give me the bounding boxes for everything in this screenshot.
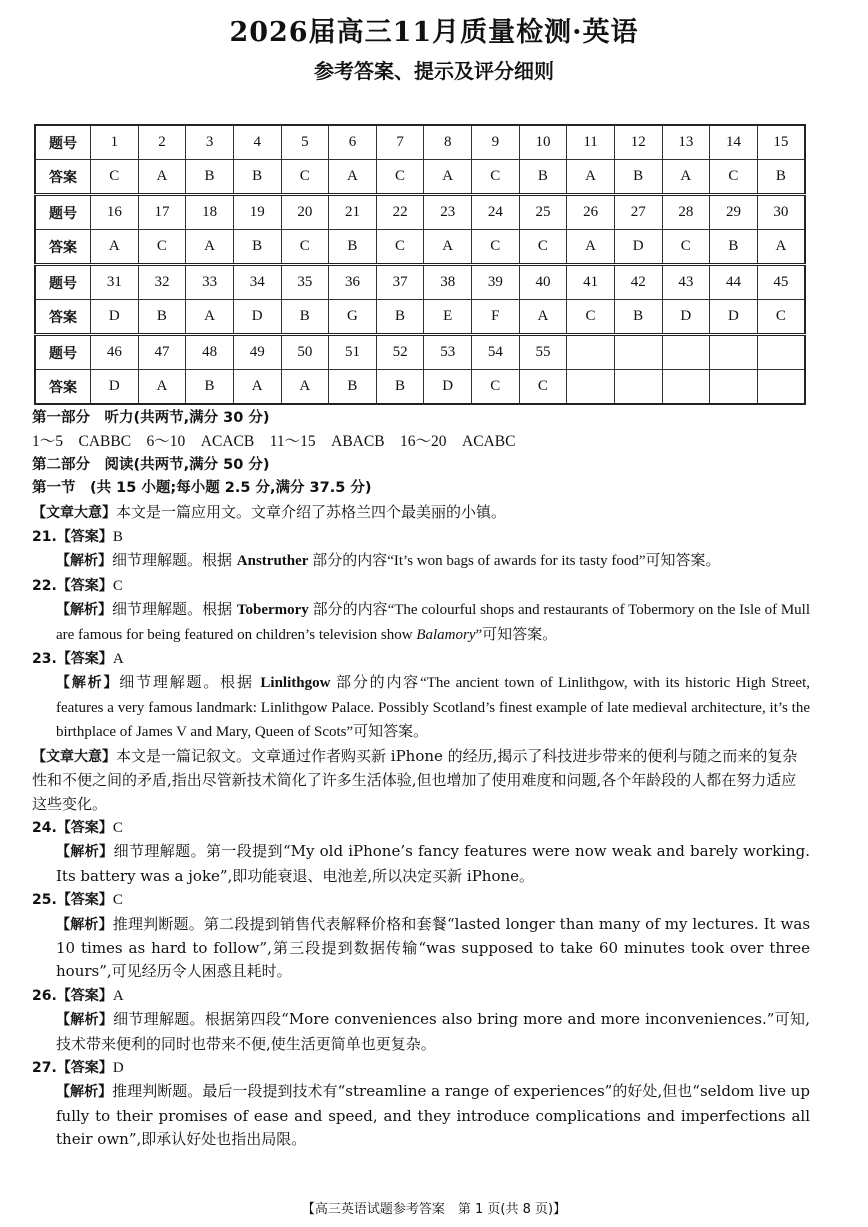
question-number: 5	[281, 125, 329, 160]
answer-letter: E	[424, 300, 472, 335]
question-number: 15	[757, 125, 805, 160]
question-number: 53	[424, 335, 472, 370]
question-number: 40	[519, 265, 567, 300]
answer-letter: A	[329, 160, 377, 195]
answer-letter: A	[281, 370, 329, 405]
answer-letter: A	[757, 230, 805, 265]
answer-row	[35, 230, 805, 265]
question-number: 39	[472, 265, 520, 300]
answer-letter: A	[138, 160, 186, 195]
question-number	[757, 335, 805, 370]
answer-letter: A	[91, 230, 139, 265]
question-number: 16	[91, 195, 139, 230]
question-number: 44	[710, 265, 758, 300]
answer-letter: A	[662, 160, 710, 195]
question-number: 12	[614, 125, 662, 160]
answer-letter: A	[424, 230, 472, 265]
answer-letter: D	[233, 300, 281, 335]
section1-heading: 第一节 (共 15 小题;每小题 2.5 分,满分 37.5 分)	[32, 480, 372, 497]
explanations	[32, 407, 810, 1152]
answer-letter: C	[281, 160, 329, 195]
answer-letter: D	[662, 300, 710, 335]
question-number: 54	[472, 335, 520, 370]
question-number: 32	[138, 265, 186, 300]
answer-row-label: 答案	[35, 370, 91, 405]
q21-analysis: 【解析】细节理解题。根据 Anstruther 部分的内容“It’s won bags of awards for its tasty food”可知答案。	[56, 551, 721, 570]
answer-letter: F	[472, 300, 520, 335]
question-number: 42	[614, 265, 662, 300]
question-number: 25	[519, 195, 567, 230]
question-number: 29	[710, 195, 758, 230]
question-number: 19	[233, 195, 281, 230]
answer-letter: C	[472, 230, 520, 265]
answer-letter: B	[376, 370, 424, 405]
answer-row-label: 答案	[35, 160, 91, 195]
answer-letter: A	[424, 160, 472, 195]
question-number: 23	[424, 195, 472, 230]
answer-letter: G	[329, 300, 377, 335]
question-number: 20	[281, 195, 329, 230]
question-number: 14	[710, 125, 758, 160]
q26-analysis: 【解析】细节理解题。根据第四段“More conveniences also bring more and more inconveniences.”可知,技术带来便利的同时也带来不便,使生活更简单也更复杂。	[56, 1010, 810, 1053]
answer-letter: B	[281, 300, 329, 335]
question-row-label: 题号	[35, 335, 91, 370]
q26-answer: 26.【答案】A	[32, 987, 124, 1004]
answer-letter: D	[424, 370, 472, 405]
question-number: 33	[186, 265, 234, 300]
question-number: 24	[472, 195, 520, 230]
answer-letter: A	[186, 230, 234, 265]
passage-b-summary: 【文章大意】本文是一篇记叙文。文章通过作者购买新 iPhone 的经历,揭示了科技进步带来的便利与随之而来的复杂性和不便之间的矛盾,指出尽管新技术简化了许多生活体验,但也增加了使用难度和问题,各个年龄段的人都在努力适应这些变化。	[32, 746, 798, 813]
question-number: 48	[186, 335, 234, 370]
answer-row-label: 答案	[35, 230, 91, 265]
answer-letter: C	[662, 230, 710, 265]
answer-letter	[757, 370, 805, 405]
q23-answer: 23.【答案】A	[32, 651, 124, 668]
q25-answer: 25.【答案】C	[32, 892, 123, 909]
question-number: 21	[329, 195, 377, 230]
answer-letter: A	[138, 370, 186, 405]
question-row	[35, 125, 805, 160]
answer-letter: B	[186, 160, 234, 195]
answer-letter: C	[472, 370, 520, 405]
answer-letter: A	[186, 300, 234, 335]
answer-letter: B	[757, 160, 805, 195]
answer-letter: A	[233, 370, 281, 405]
question-number	[710, 335, 758, 370]
page-footer: 【高三英语试题参考答案 第 1 页(共 8 页)】	[301, 1202, 567, 1217]
answer-letter: C	[138, 230, 186, 265]
answer-letter: B	[329, 370, 377, 405]
question-number: 45	[757, 265, 805, 300]
question-number: 55	[519, 335, 567, 370]
question-number: 28	[662, 195, 710, 230]
question-row-label: 题号	[35, 195, 91, 230]
q25-analysis: 【解析】推理判断题。第二段提到销售代表解释价格和套餐“lasted longer than many of my lectures. It was 10 times as hard to follow”,第三段提到数据传输“was supposed to take 60 minutes took over three hours”,可见经历令人困惑且耗时。	[56, 914, 811, 981]
answer-letter: C	[376, 160, 424, 195]
q22-answer: 22.【答案】C	[32, 577, 123, 594]
question-number: 2	[138, 125, 186, 160]
question-number: 6	[329, 125, 377, 160]
question-number: 51	[329, 335, 377, 370]
answer-row-label: 答案	[35, 300, 91, 335]
answer-letter: C	[281, 230, 329, 265]
question-number: 41	[567, 265, 615, 300]
answer-letter: C	[91, 160, 139, 195]
question-number: 7	[376, 125, 424, 160]
question-row	[35, 335, 805, 370]
question-row-label: 题号	[35, 265, 91, 300]
question-number	[614, 335, 662, 370]
answer-letter: D	[91, 300, 139, 335]
question-number: 35	[281, 265, 329, 300]
question-row-label: 题号	[35, 125, 91, 160]
answer-letter: C	[376, 230, 424, 265]
question-number: 37	[376, 265, 424, 300]
question-row	[35, 265, 805, 300]
answer-letter: C	[710, 160, 758, 195]
question-number: 31	[91, 265, 139, 300]
question-number: 52	[376, 335, 424, 370]
answer-letter: C	[519, 230, 567, 265]
answer-letter: B	[329, 230, 377, 265]
question-number: 11	[567, 125, 615, 160]
question-row	[35, 195, 805, 230]
answer-row	[35, 160, 805, 195]
answer-letter: B	[519, 160, 567, 195]
question-number: 49	[233, 335, 281, 370]
passage-a-summary: 【文章大意】本文是一篇应用文。文章介绍了苏格兰四个最美丽的小镇。	[32, 502, 507, 521]
question-number: 30	[757, 195, 805, 230]
question-number: 4	[233, 125, 281, 160]
answer-letter: B	[614, 160, 662, 195]
answer-letter: A	[567, 160, 615, 195]
answer-letter	[614, 370, 662, 405]
answer-letter: B	[233, 160, 281, 195]
question-number: 43	[662, 265, 710, 300]
answer-letter: D	[614, 230, 662, 265]
question-number: 8	[424, 125, 472, 160]
q21-answer: 21.【答案】B	[32, 529, 123, 546]
question-number: 36	[329, 265, 377, 300]
question-number: 13	[662, 125, 710, 160]
question-number: 22	[376, 195, 424, 230]
answer-letter	[710, 370, 758, 405]
question-number: 9	[472, 125, 520, 160]
answer-letter: A	[567, 230, 615, 265]
listening-answers: 1～5 CABBC 6～10 ACACB 11～15 ABACB 16～20 ACABC	[32, 433, 516, 451]
question-number: 46	[91, 335, 139, 370]
answer-letter: B	[376, 300, 424, 335]
question-number: 18	[186, 195, 234, 230]
answer-letter: B	[186, 370, 234, 405]
document-subtitle: 参考答案、提示及评分细则	[314, 59, 554, 83]
answer-key-table	[34, 124, 806, 405]
question-number: 17	[138, 195, 186, 230]
q24-answer: 24.【答案】C	[32, 819, 123, 836]
answer-letter: B	[233, 230, 281, 265]
question-number	[662, 335, 710, 370]
question-number: 10	[519, 125, 567, 160]
answer-row	[35, 370, 805, 405]
question-number: 34	[233, 265, 281, 300]
q22-analysis: 【解析】细节理解题。根据 Tobermory 部分的内容“The colourful shops and restaurants of Tobermory on the Isle of Mull are famous for being featured on children’s television show Balamory”可知答案。	[56, 600, 810, 643]
answer-letter: C	[472, 160, 520, 195]
question-number: 27	[614, 195, 662, 230]
part2-heading: 第二部分 阅读(共两节,满分 50 分)	[32, 456, 270, 473]
answer-row	[35, 300, 805, 335]
answer-letter: C	[567, 300, 615, 335]
question-number: 3	[186, 125, 234, 160]
question-number: 1	[91, 125, 139, 160]
question-number: 38	[424, 265, 472, 300]
answer-letter: D	[710, 300, 758, 335]
answer-letter: C	[519, 370, 567, 405]
question-number	[567, 335, 615, 370]
answer-letter: B	[614, 300, 662, 335]
question-number: 26	[567, 195, 615, 230]
q27-answer: 27.【答案】D	[32, 1059, 124, 1076]
q27-analysis: 【解析】推理判断题。最后一段提到技术有“streamline a range of experiences”的好处,但也“seldom live up fully to their promises of ease and speed, and they introduce complications and imperfections all their own”,即承认好处也指出局限。	[56, 1082, 811, 1149]
question-number: 50	[281, 335, 329, 370]
answer-letter: B	[138, 300, 186, 335]
answer-letter: B	[710, 230, 758, 265]
q23-analysis: 【解析】细节理解题。根据 Linlithgow 部分的内容“The ancient town of Linlithgow, with its historic High Street, features a very famous landmark: Linlithgow Palace. Possibly Scotland’s finest example of late medieval architecture, it’s the birthplace of James V and Mary, Queen of Scots”可知答案。	[56, 673, 811, 741]
question-number: 47	[138, 335, 186, 370]
q24-analysis: 【解析】细节理解题。第一段提到“My old iPhone’s fancy features were now weak and barely working. Its battery was a joke”,即功能衰退、电池差,所以决定买新 iPhone。	[56, 842, 811, 885]
part1-heading: 第一部分 听力(共两节,满分 30 分)	[32, 410, 270, 426]
answer-letter: C	[757, 300, 805, 335]
document-title: 2026届高三11月质量检测·英语	[229, 17, 639, 48]
answer-letter: D	[91, 370, 139, 405]
answer-letter	[662, 370, 710, 405]
answer-letter: A	[519, 300, 567, 335]
answer-letter	[567, 370, 615, 405]
